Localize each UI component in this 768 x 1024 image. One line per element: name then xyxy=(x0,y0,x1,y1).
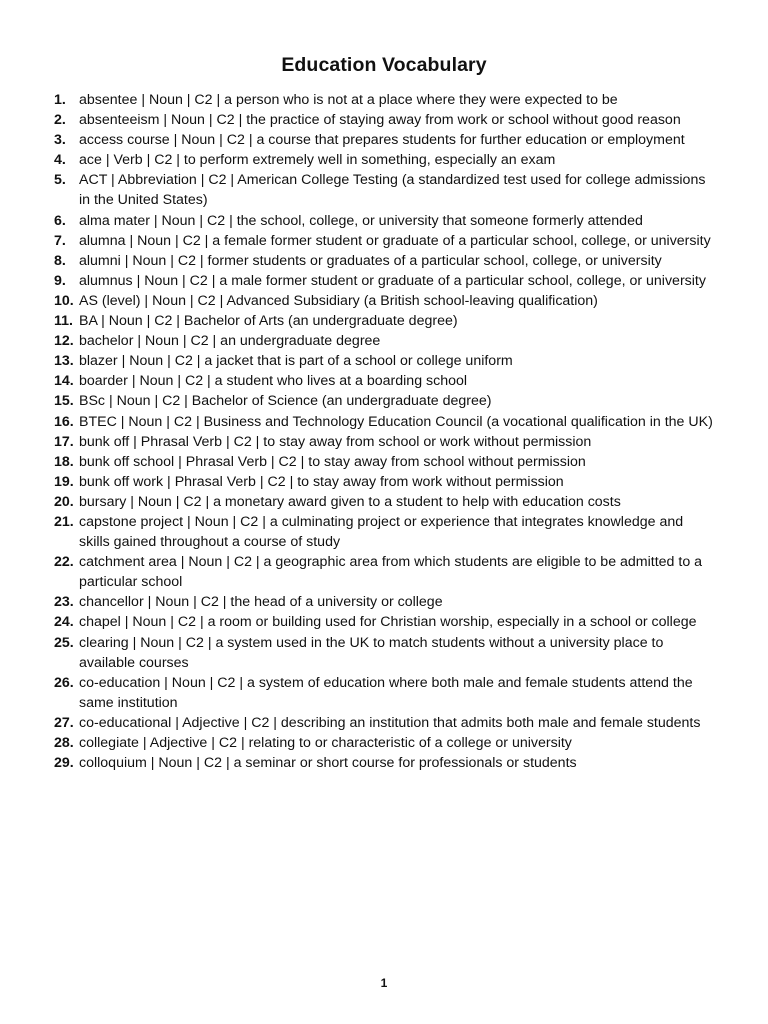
item-text: bunk off school | Phrasal Verb | C2 | to stay away from school without permission xyxy=(79,453,586,470)
item-number: 8. xyxy=(54,252,66,269)
list-item xyxy=(54,311,714,331)
item-number: 24. xyxy=(54,614,74,631)
list-item xyxy=(54,130,714,150)
item-text: chancellor | Noun | C2 | the head of a university or college xyxy=(79,594,443,611)
item-text: alma mater | Noun | C2 | the school, college, or university that someone formerly attended xyxy=(79,212,643,229)
list-item xyxy=(54,673,714,713)
list-item xyxy=(54,170,714,210)
list-item xyxy=(54,291,714,311)
list-item xyxy=(54,713,714,733)
item-number: 7. xyxy=(54,232,66,249)
list-item xyxy=(54,633,714,673)
item-number: 9. xyxy=(54,272,66,289)
list-item xyxy=(54,612,714,632)
item-text: ace | Verb | C2 | to perform extremely well in something, especially an exam xyxy=(79,152,556,169)
item-text: blazer | Noun | C2 | a jacket that is part of a school or college uniform xyxy=(79,353,513,370)
item-text: AS (level) | Noun | C2 | Advanced Subsidiary (a British school-leaving qualification) xyxy=(79,292,598,309)
item-number: 29. xyxy=(54,755,74,772)
list-item xyxy=(54,110,714,130)
item-number: 28. xyxy=(54,735,74,751)
list-item xyxy=(54,472,714,492)
item-text: bunk off work | Phrasal Verb | C2 | to stay away from work without permission xyxy=(79,473,564,490)
item-text: catchment area | Noun | C2 | a geographic area from which students are eligible to be admitted to a particular school xyxy=(79,554,703,591)
item-number: 11. xyxy=(54,313,73,330)
list-item xyxy=(54,412,714,432)
item-number: 18. xyxy=(54,453,74,470)
page-number: 1 xyxy=(380,976,388,990)
list-item xyxy=(54,331,714,351)
item-text: colloquium | Noun | C2 | a seminar or short course for professionals or students xyxy=(79,755,577,772)
item-number: 23. xyxy=(54,594,74,611)
item-text: collegiate | Adjective | C2 | relating to or characteristic of a college or university xyxy=(79,735,572,751)
item-number: 12. xyxy=(54,333,74,350)
item-number: 13. xyxy=(54,353,74,370)
item-text: absenteeism | Noun | C2 | the practice of staying away from work or school without good reason xyxy=(79,112,681,129)
list-item xyxy=(54,552,714,592)
item-number: 20. xyxy=(54,493,74,510)
list-item xyxy=(54,90,714,110)
list-item xyxy=(54,211,714,231)
list-item xyxy=(54,432,714,452)
item-text: absentee | Noun | C2 | a person who is not at a place where they were expected to be xyxy=(79,92,618,108)
item-number: 10. xyxy=(54,292,74,309)
list-item xyxy=(54,371,714,391)
list-item xyxy=(54,231,714,251)
vocabulary-list xyxy=(54,90,714,773)
list-item xyxy=(54,452,714,472)
item-number: 3. xyxy=(54,132,66,149)
item-number: 5. xyxy=(54,172,66,189)
item-number: 4. xyxy=(54,152,66,169)
item-text: co-education | Noun | C2 | a system of education where both male and female students attend the same institution xyxy=(79,674,693,711)
list-item xyxy=(54,391,714,411)
item-text: chapel | Noun | C2 | a room or building used for Christian worship, especially in a school or college xyxy=(79,614,697,631)
list-item xyxy=(54,271,714,291)
item-text: bachelor | Noun | C2 | an undergraduate degree xyxy=(79,333,381,350)
item-text: alumna | Noun | C2 | a female former student or graduate of a particular school, college, or university xyxy=(79,232,711,249)
item-text: co-educational | Adjective | C2 | describing an institution that admits both male and female students xyxy=(79,714,701,731)
item-text: BA | Noun | C2 | Bachelor of Arts (an undergraduate degree) xyxy=(79,313,458,330)
item-number: 2. xyxy=(54,112,66,129)
list-item xyxy=(54,251,714,271)
list-item xyxy=(54,492,714,512)
item-text: alumni | Noun | C2 | former students or graduates of a particular school, college, or university xyxy=(79,252,662,269)
list-item xyxy=(54,733,714,753)
item-text: clearing | Noun | C2 | a system used in the UK to match students without a university place to available courses xyxy=(79,634,664,671)
item-number: 15. xyxy=(54,393,74,410)
item-text: boarder | Noun | C2 | a student who lives at a boarding school xyxy=(79,373,468,390)
item-text: capstone project | Noun | C2 | a culminating project or experience that integrates knowledge and skills gained throughout a course of study xyxy=(79,513,684,551)
item-text: alumnus | Noun | C2 | a male former student or graduate of a particular school, college, or university xyxy=(79,272,706,289)
page-title: Education Vocabulary xyxy=(281,54,487,76)
item-number: 26. xyxy=(54,674,74,691)
item-text: bursary | Noun | C2 | a monetary award given to a student to help with education costs xyxy=(79,493,621,510)
list-item xyxy=(54,512,714,552)
item-number: 27. xyxy=(54,714,74,731)
item-number: 22. xyxy=(54,554,74,571)
list-item xyxy=(54,753,714,773)
list-item xyxy=(54,592,714,612)
item-text: BTEC | Noun | C2 | Business and Technology Education Council (a vocational qualification in the UK) xyxy=(79,413,713,430)
item-text: BSc | Noun | C2 | Bachelor of Science (an undergraduate degree) xyxy=(79,393,492,410)
list-item xyxy=(54,150,714,170)
item-number: 25. xyxy=(54,634,74,651)
item-number: 14. xyxy=(54,373,74,390)
item-text: access course | Noun | C2 | a course that prepares students for further education or employment xyxy=(79,132,685,149)
item-number: 1. xyxy=(54,92,66,108)
item-text: ACT | Abbreviation | C2 | American College Testing (a standardized test used for college admissions in the United States) xyxy=(79,172,706,209)
item-number: 16. xyxy=(54,413,74,430)
item-text: bunk off | Phrasal Verb | C2 | to stay away from school or work without permission xyxy=(79,433,592,450)
item-number: 17. xyxy=(54,433,74,450)
item-number: 21. xyxy=(54,513,74,530)
list-item xyxy=(54,351,714,371)
item-number: 6. xyxy=(54,212,66,229)
item-number: 19. xyxy=(54,473,74,490)
